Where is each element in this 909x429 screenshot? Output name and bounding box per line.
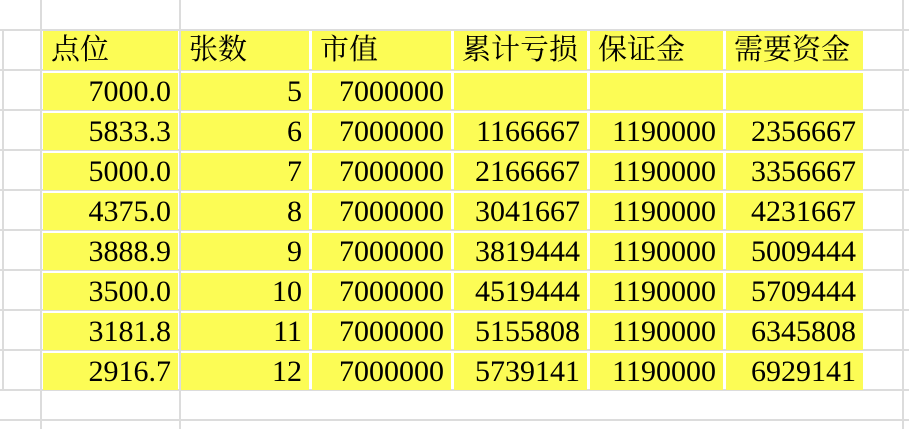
header-cell-col4[interactable]: 累计亏损 bbox=[454, 31, 587, 70]
data-cell-r1-c6[interactable] bbox=[726, 73, 863, 110]
data-cell-r4-c6[interactable]: 4231667 bbox=[726, 193, 863, 230]
data-cell-r4-c3[interactable]: 7000000 bbox=[312, 193, 451, 230]
data-cell-r2-c4[interactable]: 1166667 bbox=[454, 113, 587, 150]
data-cell-r3-c2[interactable]: 7 bbox=[181, 153, 309, 190]
data-cell-r2-c5[interactable]: 1190000 bbox=[590, 113, 723, 150]
header-cell-col5[interactable]: 保证金 bbox=[590, 31, 723, 70]
data-cell-r8-c1[interactable]: 2916.7 bbox=[43, 353, 178, 390]
data-cell-r4-c2[interactable]: 8 bbox=[181, 193, 309, 230]
gridline-vertical bbox=[2, 29, 4, 390]
data-cell-r7-c4[interactable]: 5155808 bbox=[454, 313, 587, 350]
header-cell-col1[interactable]: 点位 bbox=[43, 31, 178, 70]
data-cell-r6-c6[interactable]: 5709444 bbox=[726, 273, 863, 310]
data-cell-r8-c4[interactable]: 5739141 bbox=[454, 353, 587, 390]
data-cell-r1-c2[interactable]: 5 bbox=[181, 73, 309, 110]
highlighted-table bbox=[43, 31, 863, 390]
gridline-vertical bbox=[40, 0, 42, 429]
data-cell-r7-c2[interactable]: 11 bbox=[181, 313, 309, 350]
header-cell-col2[interactable]: 张数 bbox=[181, 31, 309, 70]
data-cell-r5-c2[interactable]: 9 bbox=[181, 233, 309, 270]
data-cell-r1-c1[interactable]: 7000.0 bbox=[43, 73, 178, 110]
data-cell-r7-c1[interactable]: 3181.8 bbox=[43, 313, 178, 350]
data-cell-r8-c2[interactable]: 12 bbox=[181, 353, 309, 390]
data-cell-r3-c6[interactable]: 3356667 bbox=[726, 153, 863, 190]
data-cell-r5-c3[interactable]: 7000000 bbox=[312, 233, 451, 270]
data-cell-r5-c5[interactable]: 1190000 bbox=[590, 233, 723, 270]
data-cell-r4-c5[interactable]: 1190000 bbox=[590, 193, 723, 230]
data-cell-r8-c3[interactable]: 7000000 bbox=[312, 353, 451, 390]
data-cell-r2-c3[interactable]: 7000000 bbox=[312, 113, 451, 150]
data-cell-r7-c3[interactable]: 7000000 bbox=[312, 313, 451, 350]
data-cell-r2-c2[interactable]: 6 bbox=[181, 113, 309, 150]
data-cell-r6-c2[interactable]: 10 bbox=[181, 273, 309, 310]
data-cell-r6-c4[interactable]: 4519444 bbox=[454, 273, 587, 310]
data-cell-r7-c5[interactable]: 1190000 bbox=[590, 313, 723, 350]
data-cell-r3-c5[interactable]: 1190000 bbox=[590, 153, 723, 190]
gridline-horizontal bbox=[0, 419, 909, 421]
data-cell-r8-c5[interactable]: 1190000 bbox=[590, 353, 723, 390]
data-cell-r8-c6[interactable]: 6929141 bbox=[726, 353, 863, 390]
data-cell-r3-c4[interactable]: 2166667 bbox=[454, 153, 587, 190]
data-cell-r7-c6[interactable]: 6345808 bbox=[726, 313, 863, 350]
data-cell-r3-c1[interactable]: 5000.0 bbox=[43, 153, 178, 190]
data-cell-r2-c1[interactable]: 5833.3 bbox=[43, 113, 178, 150]
gridline-vertical bbox=[902, 0, 904, 429]
data-cell-r3-c3[interactable]: 7000000 bbox=[312, 153, 451, 190]
header-cell-col3[interactable]: 市值 bbox=[312, 31, 451, 70]
data-cell-r1-c3[interactable]: 7000000 bbox=[312, 73, 451, 110]
data-cell-r5-c4[interactable]: 3819444 bbox=[454, 233, 587, 270]
data-cell-r1-c4[interactable] bbox=[454, 73, 587, 110]
data-cell-r6-c3[interactable]: 7000000 bbox=[312, 273, 451, 310]
data-cell-r4-c4[interactable]: 3041667 bbox=[454, 193, 587, 230]
data-cell-r5-c6[interactable]: 5009444 bbox=[726, 233, 863, 270]
data-cell-r5-c1[interactable]: 3888.9 bbox=[43, 233, 178, 270]
data-cell-r6-c1[interactable]: 3500.0 bbox=[43, 273, 178, 310]
data-cell-r4-c1[interactable]: 4375.0 bbox=[43, 193, 178, 230]
data-cell-r2-c6[interactable]: 2356667 bbox=[726, 113, 863, 150]
data-cell-r1-c5[interactable] bbox=[590, 73, 723, 110]
header-cell-col6[interactable]: 需要资金 bbox=[726, 31, 863, 70]
data-cell-r6-c5[interactable]: 1190000 bbox=[590, 273, 723, 310]
